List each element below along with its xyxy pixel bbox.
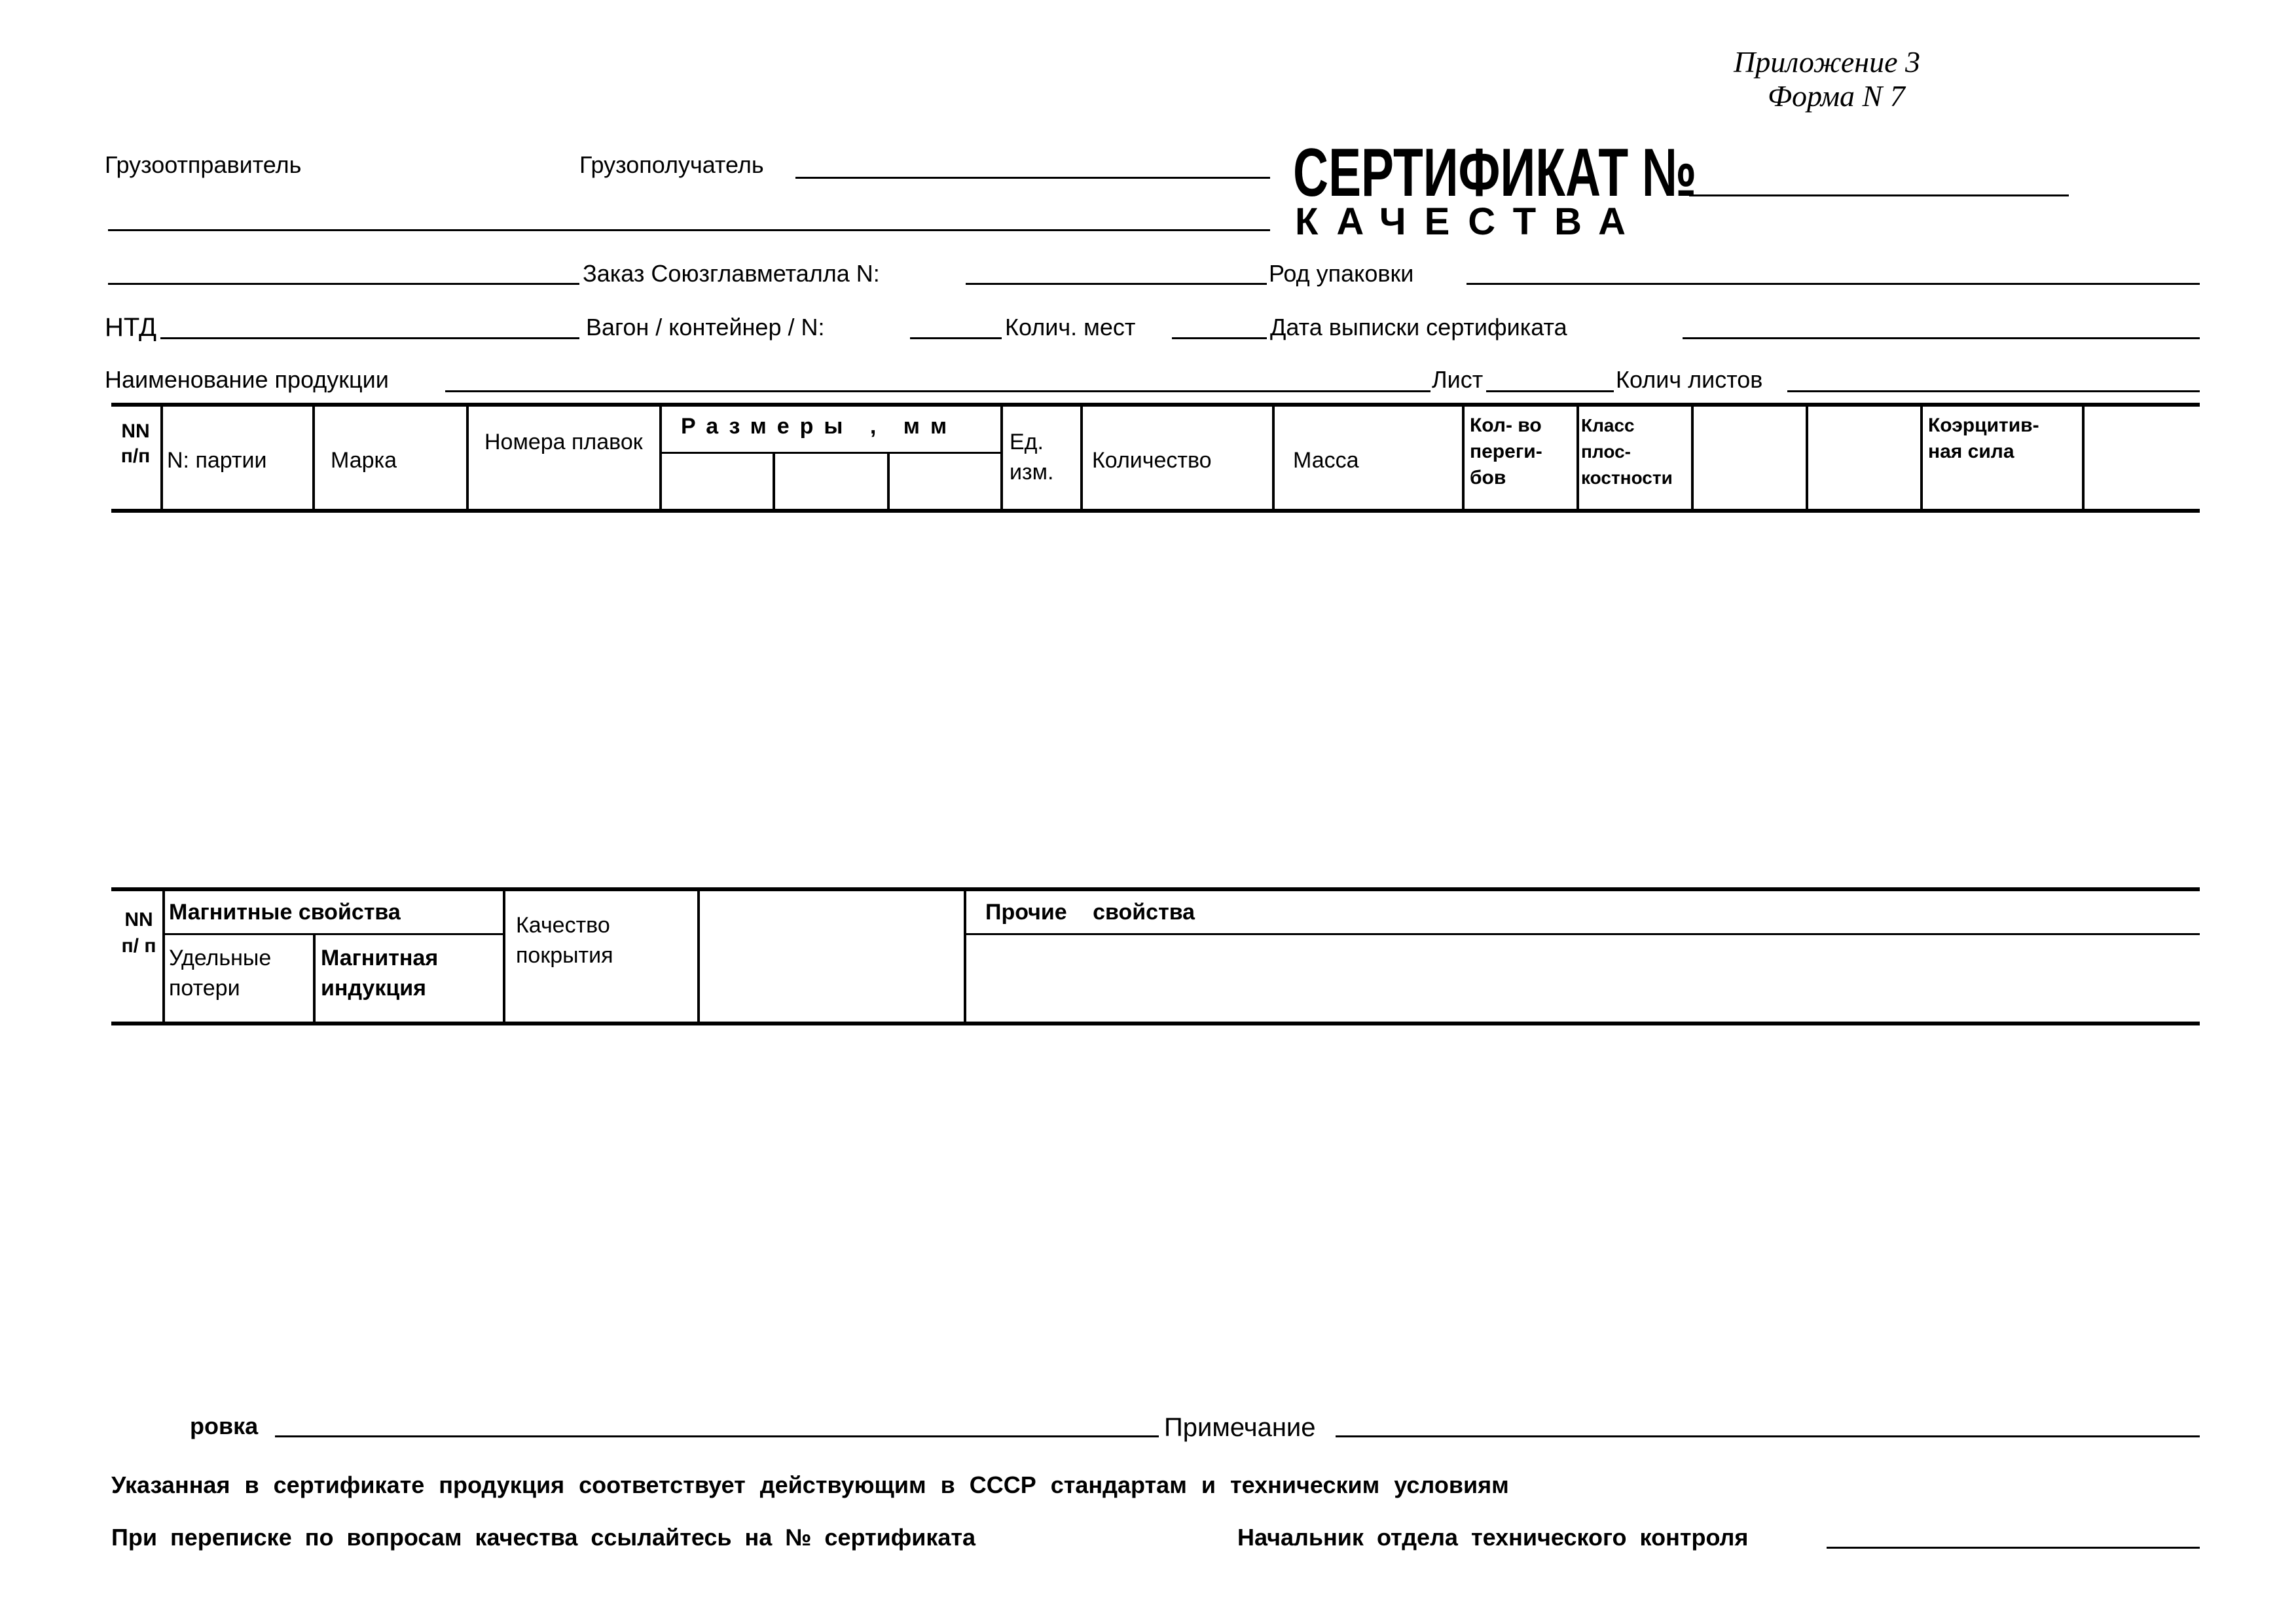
places-label: Колич. мест (1005, 314, 1136, 341)
table1-col-sep (466, 403, 469, 511)
ntd-line[interactable] (160, 337, 579, 339)
marking-label: ровка (190, 1412, 259, 1439)
col-coercive-header: Коэрцитив- ная сила (1928, 415, 2039, 462)
shipper-label: Грузоотправитель (105, 151, 302, 178)
coating-header: Качество покрытия (516, 913, 613, 968)
packaging-label: Род упаковки (1269, 260, 1414, 287)
note-label: Примечание (1164, 1413, 1316, 1442)
induction-header: Магнитная индукция (321, 946, 439, 1001)
other-properties-header: Прочие свойства (985, 900, 1195, 925)
sheets-count-label: Колич листов (1616, 366, 1763, 393)
consignee-label: Грузополучатель (579, 151, 764, 178)
certificate-title: СЕРТИФИКАТ № (1293, 135, 1697, 211)
consignee-line[interactable] (795, 177, 1270, 179)
reference-note: При переписке по вопросам качества ссылайтесь на № сертификата (111, 1524, 976, 1551)
table1-col-sep (1272, 403, 1275, 511)
table1-col-sep (160, 403, 163, 511)
issue-date-line[interactable] (1683, 337, 2200, 339)
wagon-label: Вагон / контейнер / N: (586, 314, 825, 341)
marking-line[interactable] (275, 1435, 1159, 1437)
form-number: Форма N 7 (1768, 79, 1905, 113)
col-heats-header: Номера плавок (484, 430, 643, 454)
table2-bottom-border (111, 1022, 2200, 1025)
table1-col-sep (773, 452, 775, 511)
product-line[interactable] (445, 390, 1430, 392)
table2-sub-divider-right (964, 933, 2200, 935)
table1-col-sep (1691, 403, 1694, 511)
appendix-label: Приложение 3 (1734, 45, 1921, 79)
col-nn-header: NN п/п (120, 420, 151, 467)
table2-col-sep (162, 887, 165, 1022)
certificate-subtitle: КАЧЕСТВА (1295, 200, 1645, 243)
loss-header: Удельные потери (169, 946, 272, 1001)
product-label: Наименование продукции (105, 366, 389, 393)
table1-col-sep (1806, 403, 1808, 511)
table1-col-sep (1576, 403, 1579, 511)
table1-col-sep (312, 403, 315, 511)
order-label: Заказ Союзглавметалла N: (583, 260, 880, 287)
table2-col-sep (503, 887, 505, 1022)
col-batch-header: N: партии (167, 448, 267, 473)
magnetic-header: Магнитные свойства (169, 900, 401, 925)
order-line[interactable] (966, 283, 1267, 285)
t2-col-nn-header: NN п/ п (121, 909, 156, 957)
table1-col-sep (1462, 403, 1465, 511)
chief-label: Начальник отдела технического контроля (1237, 1524, 1749, 1551)
table1-col-sep (659, 403, 662, 511)
table1-bottom-border (111, 509, 2200, 513)
table1-col-sep (887, 452, 890, 511)
table1-col-sep (2082, 403, 2085, 511)
certificate-number-line (1689, 194, 2069, 196)
sheet-label: Лист (1432, 366, 1484, 393)
table1-col-sep (1080, 403, 1083, 511)
col-unit-header: Ед. изм. (1010, 430, 1054, 485)
col-bends-header: Кол- во переги- бов (1470, 415, 1542, 489)
table1-col-sep (1920, 403, 1923, 511)
table2-sub-divider-left (164, 933, 504, 935)
sheet-line[interactable] (1486, 390, 1614, 392)
table1-col-sep (1000, 403, 1003, 511)
table2-top-border (111, 887, 2200, 891)
places-line[interactable] (1172, 337, 1267, 339)
shipper-line[interactable] (108, 229, 1270, 231)
packaging-line[interactable] (1467, 283, 2200, 285)
order-prefix-line[interactable] (108, 283, 579, 285)
ntd-label: НТД (105, 313, 157, 342)
col-flatness-header: Класс плос- костности (1581, 415, 1673, 488)
wagon-line[interactable] (910, 337, 1002, 339)
table2-col-sep (964, 887, 966, 1022)
compliance-statement: Указанная в сертификате продукция соответствует действующим в СССР стандартам и техническим условиям (111, 1471, 1509, 1498)
chief-signature-line[interactable] (1827, 1547, 2200, 1549)
sizes-divider (661, 452, 1002, 454)
col-sizes-header: Размеры , мм (681, 414, 958, 439)
col-qty-header: Количество (1092, 448, 1212, 473)
table2-col-sep (313, 933, 316, 1022)
table1-top-border (111, 403, 2200, 407)
note-line[interactable] (1336, 1435, 2200, 1437)
col-mass-header: Масса (1293, 448, 1359, 473)
sheets-count-line[interactable] (1787, 390, 2200, 392)
table2-col-sep (697, 887, 700, 1022)
issue-date-label: Дата выписки сертификата (1270, 314, 1567, 341)
col-grade-header: Марка (331, 448, 397, 473)
